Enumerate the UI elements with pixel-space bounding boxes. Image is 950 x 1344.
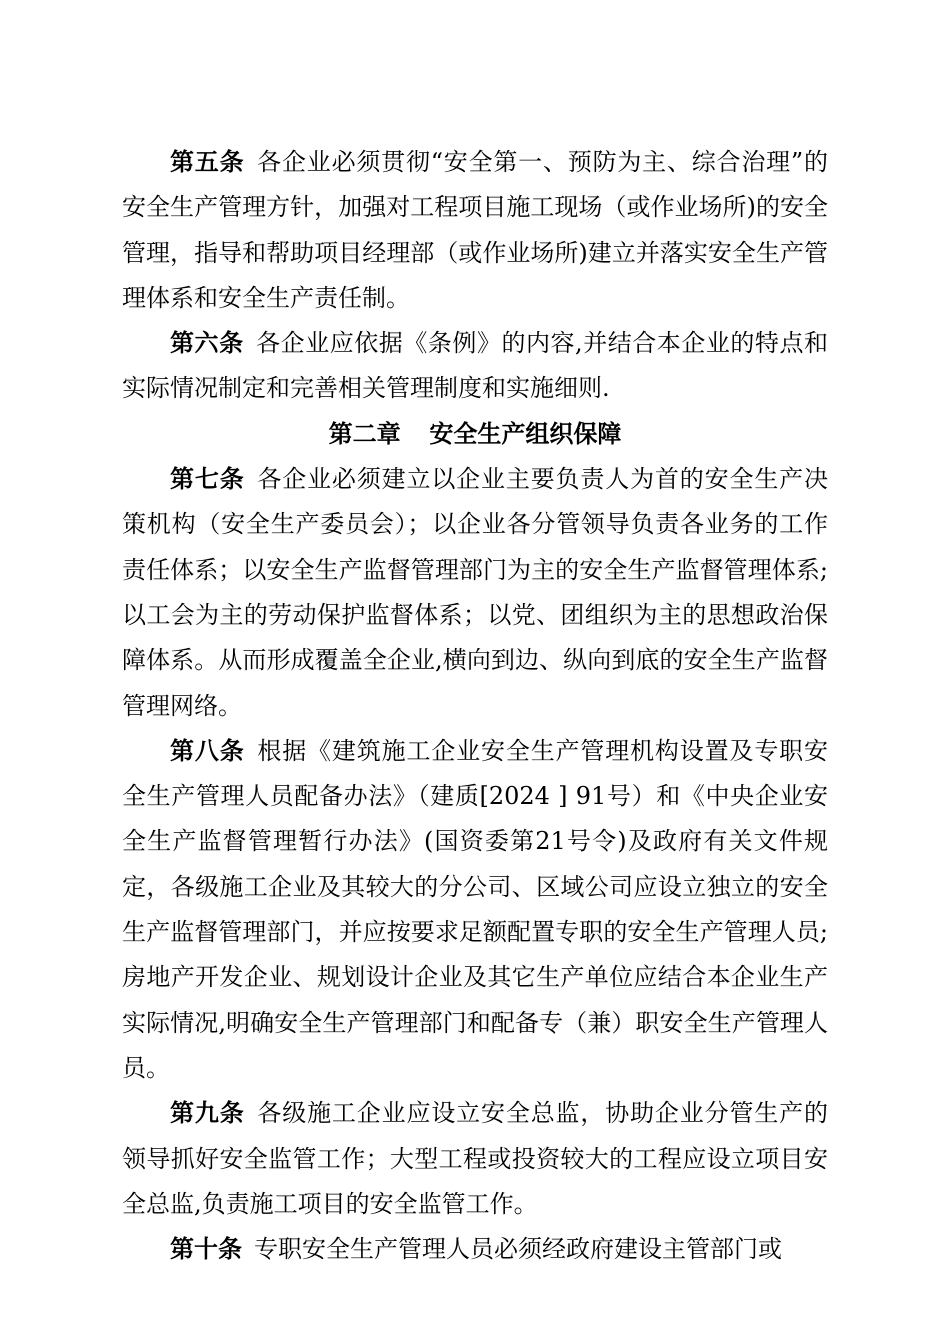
- article-text: 根据《建筑施工企业安全生产管理机构设置及专职安全生产管理人员配备办法》（建质[2024 ] 91号）和《中央企业安全生产监督管理暂行办法》(国资委第21号令)及政府有关文件规定，各级施工企业及其较大的分公司、区域公司应设立独立的安全生产监督管理部门，并应按要求足额配置专职的安全生产管理人员;房地产开发企业、规划设计企业及其它生产单位应结合本企业生产实际情况,明确安全生产管理部门和配备专（兼）职安全生产管理人员。: [122, 736, 829, 1082]
- article-label: 第六条: [170, 329, 244, 358]
- article-label: 第五条: [170, 148, 245, 176]
- article-5: [122, 140, 828, 321]
- article-text: 各企业必须建立以企业主要负责人为首的安全生产决策机构（安全生产委员会）；以企业各分管领导负责各业务的工作责任体系；以安全生产监督管理部门为主的安全生产监督管理体系;以工会为主的劳动保护监督体系；以党、团组织为主的思想政治保障体系。从而形成覆盖全企业,横向到边、纵向到底的安全生产监督管理网络。: [122, 465, 829, 720]
- article-text: 各级施工企业应设立安全总监，协助企业分管生产的领导抓好安全监管工作；大型工程或投资较大的工程应设立项目安全总监,负责施工项目的安全监管工作。: [122, 1099, 829, 1218]
- article-9: [122, 1091, 828, 1227]
- article-6: [122, 321, 828, 412]
- article-label: 第八条: [170, 736, 245, 765]
- article-8: [122, 729, 828, 1091]
- article-text: 各企业应依据《条例》的内容,并结合本企业的特点和实际情况制定和完善相关管理制度和实施细则.: [122, 329, 829, 403]
- article-label: 第九条: [170, 1099, 245, 1128]
- document-body: [122, 140, 828, 1272]
- article-label: 第七条: [170, 465, 245, 494]
- chapter-number: 第二章: [328, 419, 401, 448]
- chapter-heading: [122, 412, 828, 457]
- article-7: [122, 457, 828, 729]
- article-label: 第十条: [170, 1235, 242, 1264]
- chapter-title: 安全生产组织保障: [429, 419, 622, 448]
- article-text: 专职安全生产管理人员必须经政府建设主管部门或: [254, 1235, 782, 1264]
- article-text: 各企业必须贯彻“安全第一、预防为主、综合治理”的安全生产管理方针，加强对工程项目施工现场（或作业场所)的安全管理，指导和帮助项目经理部（或作业场所)建立并落实安全生产管理体系和安全生产责任制。: [122, 148, 828, 312]
- article-10: [122, 1227, 828, 1272]
